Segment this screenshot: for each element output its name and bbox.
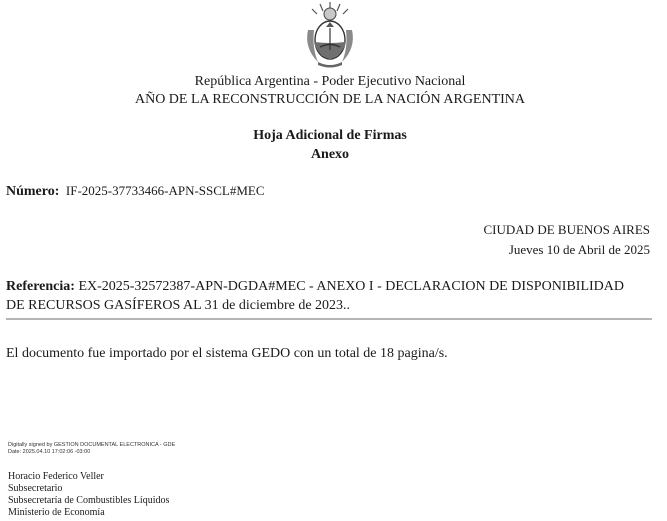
country-line: República Argentina - Poder Ejecutivo Nacional (194, 74, 466, 89)
city: CIUDAD DE BUENOS AIRES (483, 222, 650, 237)
year-motto: AÑO DE LA RECONSTRUCCIÓN DE LA NACIÓN ARGENTINA (134, 92, 526, 107)
document-number (6, 183, 265, 200)
digital-signature-note (8, 442, 175, 455)
digital-date-line: Date: 2025.04.10 17:02:06 -03:00 (8, 448, 91, 455)
number-value: IF-2025-37733466-APN-SSCL#MEC (65, 183, 265, 198)
signer-name: Horacio Federico Veller (8, 471, 104, 482)
reference-value: EX-2025-32572387-APN-DGDA#MEC - ANEXO I - DECLARACION DE DISPONIBILIDAD DE RECURSOS GASÍFEROS AL 31 de diciembre de 2023.. (6, 279, 625, 313)
number-label: Número: (6, 184, 60, 199)
signer-ministry: Ministerio de Economía (8, 507, 105, 518)
reference (6, 277, 646, 315)
document-subtitle: Anexo (310, 147, 350, 162)
body-text: El documento fue importado por el sistema GEDO con un total de 18 pagina/s. (6, 346, 448, 361)
divider (6, 318, 652, 320)
signer-role: Subsecretario (8, 483, 63, 494)
reference-label: Referencia: (6, 279, 75, 294)
document-date: Jueves 10 de Abril de 2025 (508, 242, 650, 257)
coat-of-arms-icon (298, 0, 362, 70)
digital-signer-line: Digitally signed by GESTION DOCUMENTAL ELECTRONICA - GDE (8, 442, 176, 448)
document-title: Hoja Adicional de Firmas (253, 128, 407, 143)
signer-office: Subsecretaría de Combustibles Líquidos (8, 495, 170, 506)
